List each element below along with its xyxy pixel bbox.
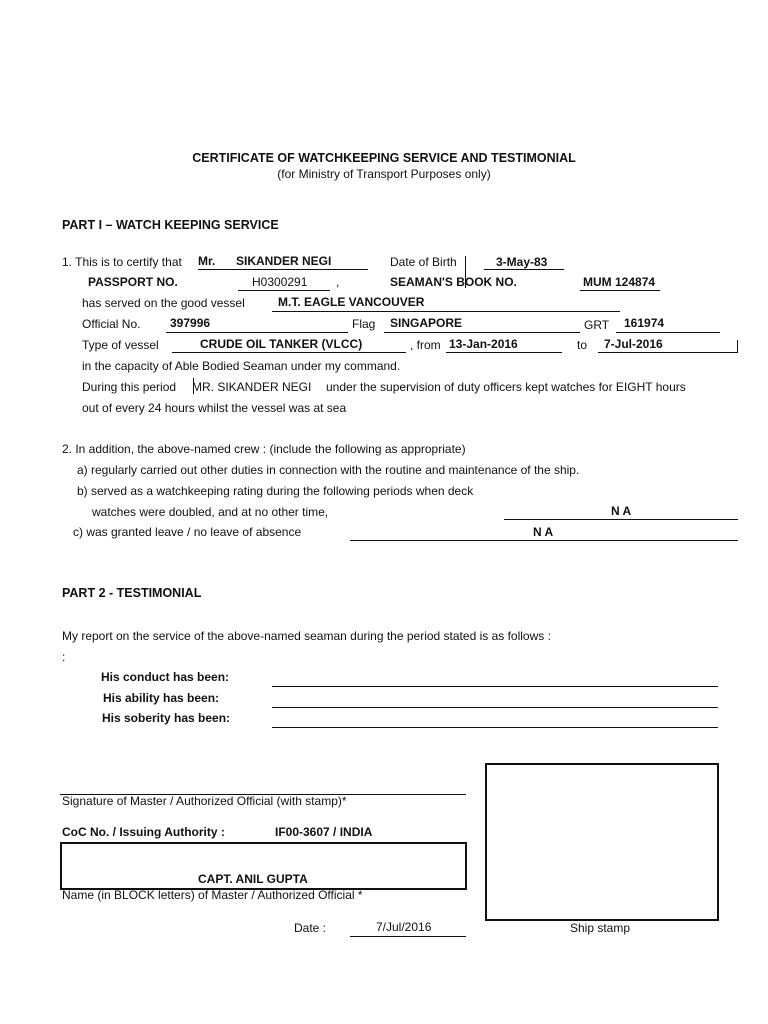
flag-underline	[384, 332, 580, 333]
grt-value: 161974	[624, 316, 665, 330]
passport-underline	[238, 290, 330, 291]
item-b: b) served as a watchkeeping rating during the following periods when deck	[77, 484, 474, 498]
name-block-label: Name (in BLOCK letters) of Master / Authorized Official *	[62, 888, 363, 902]
part1-heading: PART I – WATCH KEEPING SERVICE	[62, 218, 279, 232]
to-label: to	[577, 338, 588, 352]
item-c-underline	[350, 540, 738, 541]
date-label: Date :	[294, 921, 327, 935]
item-b-value: N A	[611, 504, 632, 518]
addition-intro: 2. In addition, the above-named crew : (include the following as appropriate)	[62, 442, 466, 456]
vessel-type-label: Type of vessel	[82, 338, 159, 352]
vessel-type-underline	[172, 352, 406, 353]
item-a: a) regularly carried out other duties in connection with the routine and maintenance of the ship.	[77, 463, 580, 477]
coc-value: IF00-3607 / INDIA	[275, 825, 373, 839]
vessel-underline	[272, 311, 620, 312]
document-title: CERTIFICATE OF WATCHKEEPING SERVICE AND TESTIMONIAL	[192, 151, 576, 165]
part2-heading: PART 2 - TESTIMONIAL	[62, 586, 202, 600]
dob-value: 3-May-83	[496, 255, 548, 269]
vessel-name: M.T. EAGLE VANCOUVER	[278, 295, 425, 309]
certify-intro: 1. This is to certify that	[62, 255, 182, 269]
grt-label: GRT	[584, 318, 610, 332]
document-subtitle: (for Ministry of Transport Purposes only)	[277, 167, 491, 181]
from-date: 13-Jan-2016	[449, 337, 518, 351]
official-no-underline	[166, 332, 348, 333]
sobriety-label: His soberity has been:	[102, 711, 231, 725]
to-date-end-tick	[737, 340, 738, 352]
dob-underline	[484, 269, 564, 270]
from-date-underline	[446, 352, 562, 353]
coc-label: CoC No. / Issuing Authority :	[62, 825, 225, 839]
seamans-book-label: SEAMAN'S BOOK NO.	[390, 275, 517, 289]
ability-field[interactable]	[272, 707, 718, 708]
ability-label: His ability has been:	[103, 691, 220, 705]
item-b-continued: watches were doubled, and at no other time,	[92, 505, 329, 519]
master-name: CAPT. ANIL GUPTA	[198, 872, 308, 886]
capacity-text: in the capacity of Able Bodied Seaman under my command.	[82, 359, 401, 373]
vessel-type-value: CRUDE OIL TANKER (VLCC)	[200, 337, 363, 351]
official-no-value: 397996	[170, 316, 211, 330]
ship-stamp-box	[485, 763, 719, 921]
seamans-book-underline	[580, 290, 660, 291]
from-label: , from	[410, 338, 441, 352]
signature-label: Signature of Master / Authorized Official (with stamp)*	[62, 794, 347, 808]
item-b-underline	[504, 519, 738, 520]
cursor-mark	[465, 256, 466, 288]
flag-label: Flag	[352, 317, 376, 331]
passport-comma: ,	[336, 275, 340, 289]
ship-stamp-label: Ship stamp	[570, 921, 631, 935]
seaman-name: SIKANDER NEGI	[236, 254, 332, 268]
period-pre: During this period	[82, 380, 177, 394]
period-name: MR. SIKANDER NEGI	[192, 380, 312, 394]
salutation: Mr.	[198, 254, 216, 268]
seamans-book-value: MUM 124874	[583, 275, 656, 289]
period-post: under the supervision of duty officers kept watches for EIGHT hours	[326, 380, 686, 394]
sobriety-field[interactable]	[272, 727, 718, 728]
conduct-label: His conduct has been:	[101, 670, 230, 684]
official-no-label: Official No.	[82, 317, 141, 331]
to-date: 7-Jul-2016	[604, 337, 663, 351]
conduct-field[interactable]	[272, 686, 718, 687]
dob-label: Date of Birth	[390, 255, 457, 269]
to-date-underline	[598, 352, 738, 353]
date-value: 7/Jul/2016	[376, 920, 432, 934]
passport-value: H0300291	[252, 275, 308, 289]
served-label: has served on the good vessel	[82, 296, 245, 310]
name-underline	[198, 269, 368, 270]
flag-value: SINGAPORE	[390, 316, 463, 330]
period-line2: out of every 24 hours whilst the vessel was at sea	[82, 401, 347, 415]
date-underline	[350, 936, 466, 937]
report-text: My report on the service of the above-named seaman during the period stated is as follows :	[62, 629, 551, 643]
passport-label: PASSPORT NO.	[88, 275, 178, 289]
item-c: c) was granted leave / no leave of absence	[73, 525, 302, 539]
grt-underline	[616, 332, 720, 333]
item-c-value: N A	[533, 525, 554, 539]
report-colon: :	[62, 650, 66, 664]
